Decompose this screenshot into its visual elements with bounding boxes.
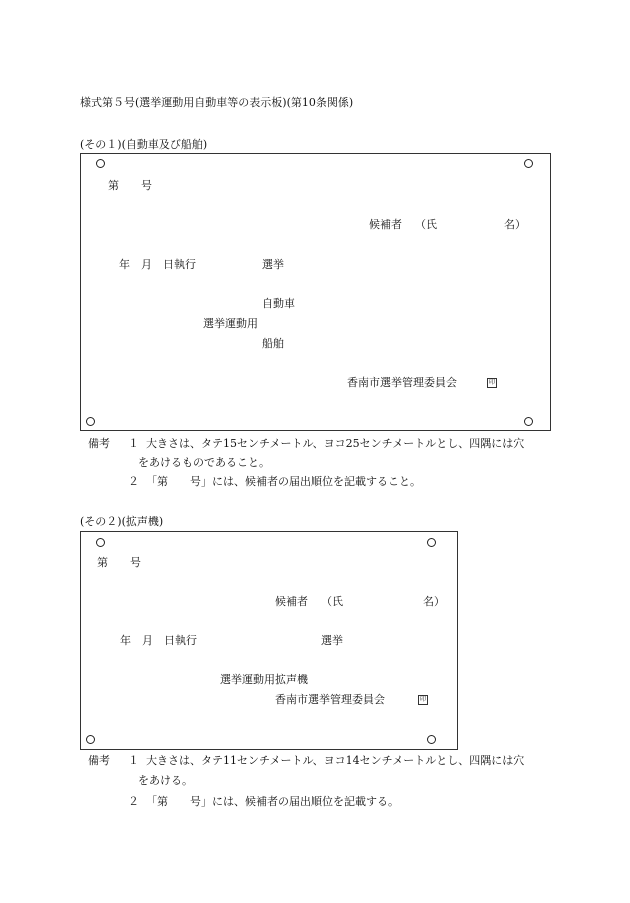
note-number: １ (128, 754, 139, 767)
board-election-date: 年 月 日執行 (120, 634, 197, 647)
hole-icon (86, 417, 95, 426)
note-number: ２ (128, 475, 139, 488)
hole-icon (427, 538, 436, 547)
board-name-open: （氏 (321, 595, 343, 608)
note-text: 大きさは、タテ15センチメートル、ヨコ25センチメートルとし、四隅には穴 (146, 437, 525, 450)
hole-icon (96, 538, 105, 547)
board-number-label: 第 号 (108, 179, 152, 192)
section-2-board (80, 531, 458, 750)
board-vehicle-ship: 船舶 (262, 337, 284, 350)
board-campaign-use: 選挙運動用 (203, 317, 258, 330)
hole-icon (96, 159, 105, 168)
hole-icon (427, 735, 436, 744)
note-number: １ (128, 437, 139, 450)
board-vehicle-car: 自動車 (262, 297, 295, 310)
seal-stamp: 印 (488, 379, 495, 386)
board-authority: 香南市選挙管理委員会 (347, 376, 457, 389)
hole-icon (524, 417, 533, 426)
notes-label: 備考 (88, 437, 110, 450)
board-device-label: 選挙運動用拡声機 (220, 673, 308, 686)
note-text: 「第 号」には、候補者の届出順位を記載する。 (146, 795, 399, 808)
section-1-board (80, 153, 551, 431)
board-candidate-label: 候補者 (369, 218, 402, 231)
note-text: 大きさは、タテ11センチメートル、ヨコ14センチメートルとし、四隅には穴 (146, 754, 525, 767)
board-election-date: 年 月 日執行 (119, 258, 196, 271)
board-name-close: 名） (423, 595, 445, 608)
seal-stamp: 印 (419, 696, 426, 703)
notes-label: 備考 (88, 754, 110, 767)
board-authority: 香南市選挙管理委員会 (275, 693, 385, 706)
document-title: 様式第５号(選挙運動用自動車等の表示板)(第10条関係) (80, 96, 354, 109)
hole-icon (86, 735, 95, 744)
board-election-label: 選挙 (321, 634, 343, 647)
note-text: 「第 号」には、候補者の届出順位を記載すること。 (146, 475, 421, 488)
note-text-continued: をあけるものであること。 (138, 456, 270, 469)
hole-icon (524, 159, 533, 168)
board-candidate-label: 候補者 (275, 595, 308, 608)
section-1-heading: (その１)(自動車及び船舶) (80, 138, 208, 151)
section-2-heading: (その２)(拡声機) (80, 515, 164, 528)
board-name-open: （氏 (415, 218, 437, 231)
board-name-close: 名） (504, 218, 526, 231)
board-number-label: 第 号 (97, 556, 141, 569)
note-text-continued: をあける。 (138, 774, 193, 787)
board-election-label: 選挙 (262, 258, 284, 271)
note-number: ２ (128, 795, 139, 808)
